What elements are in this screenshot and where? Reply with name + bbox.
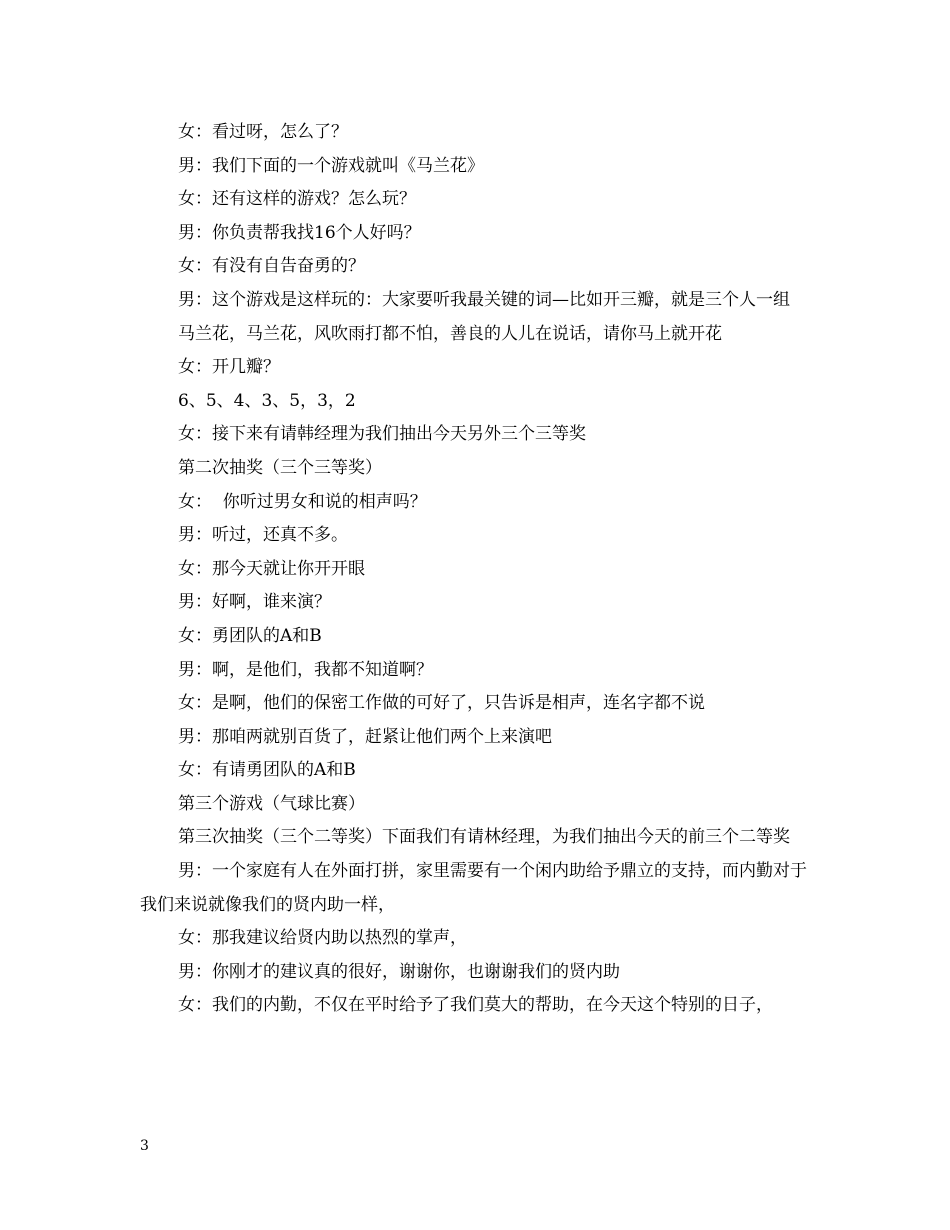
paragraph: 女：还有这样的游戏？怎么玩？ bbox=[178, 189, 416, 210]
paragraph: 男：一个家庭有人在外面打拼，家里需要有一个闲内助给予鼎立的支持，而内勤对于我们来说就像我们的贤内助一样， bbox=[140, 861, 807, 915]
paragraph: 女：接下来有请韩经理为我们抽出今天另外三个三等奖 bbox=[178, 424, 586, 445]
paragraph: 女：是啊，他们的保密工作做的可好了，只告诉是相声，连名字都不说 bbox=[178, 693, 705, 714]
paragraph: 男：那咱两就别百货了，赶紧让他们两个上来演吧 bbox=[178, 726, 552, 747]
paragraph: 第三次抽奖（三个二等奖）下面我们有请林经理，为我们抽出今天的前三个二等奖 bbox=[178, 827, 790, 848]
paragraph: 马兰花，马兰花，风吹雨打都不怕，善良的人儿在说话，请你马上就开花 bbox=[178, 323, 722, 344]
paragraph: 女：勇团队的A和B bbox=[178, 625, 322, 646]
paragraph: 女：那我建议给贤内助以热烈的掌声， bbox=[178, 928, 467, 949]
paragraph: 第二次抽奖（三个三等奖） bbox=[178, 457, 382, 478]
body-text bbox=[140, 116, 820, 1023]
paragraph: 女： 你听过男女和说的相声吗？ bbox=[178, 491, 427, 512]
paragraph: 女：看过呀，怎么了？ bbox=[178, 122, 348, 142]
paragraph: 女：我们的内勤，不仅在平时给予了我们莫大的帮助，在今天这个特别的日子， bbox=[178, 995, 773, 1016]
paragraph: 男：这个游戏是这样玩的：大家要听我最关键的词—比如开三瓣，就是三个人一组 bbox=[178, 289, 790, 310]
paragraph: 男：啊，是他们，我都不知道啊？ bbox=[178, 659, 433, 680]
paragraph: 第三个游戏（气球比赛） bbox=[178, 793, 365, 814]
paragraph: 女：开几瓣？ bbox=[178, 357, 280, 378]
paragraph: 6、5、4、3、5，3，2 bbox=[178, 390, 356, 411]
paragraph: 女：那今天就让你开开眼 bbox=[178, 558, 365, 579]
paragraph: 男：听过，还真不多。 bbox=[178, 525, 348, 546]
page-number: 3 bbox=[140, 1138, 149, 1154]
paragraph: 男：我们下面的一个游戏就叫《马兰花》 bbox=[178, 155, 484, 176]
paragraph: 女：有没有自告奋勇的？ bbox=[178, 256, 365, 277]
paragraph: 男：你负责帮我找16个人好吗？ bbox=[178, 222, 421, 243]
paragraph: 男：好啊，谁来演？ bbox=[178, 592, 331, 613]
paragraph: 女：有请勇团队的A和B bbox=[178, 760, 356, 781]
paragraph: 男：你刚才的建议真的很好，谢谢你，也谢谢我们的贤内助 bbox=[178, 961, 620, 982]
